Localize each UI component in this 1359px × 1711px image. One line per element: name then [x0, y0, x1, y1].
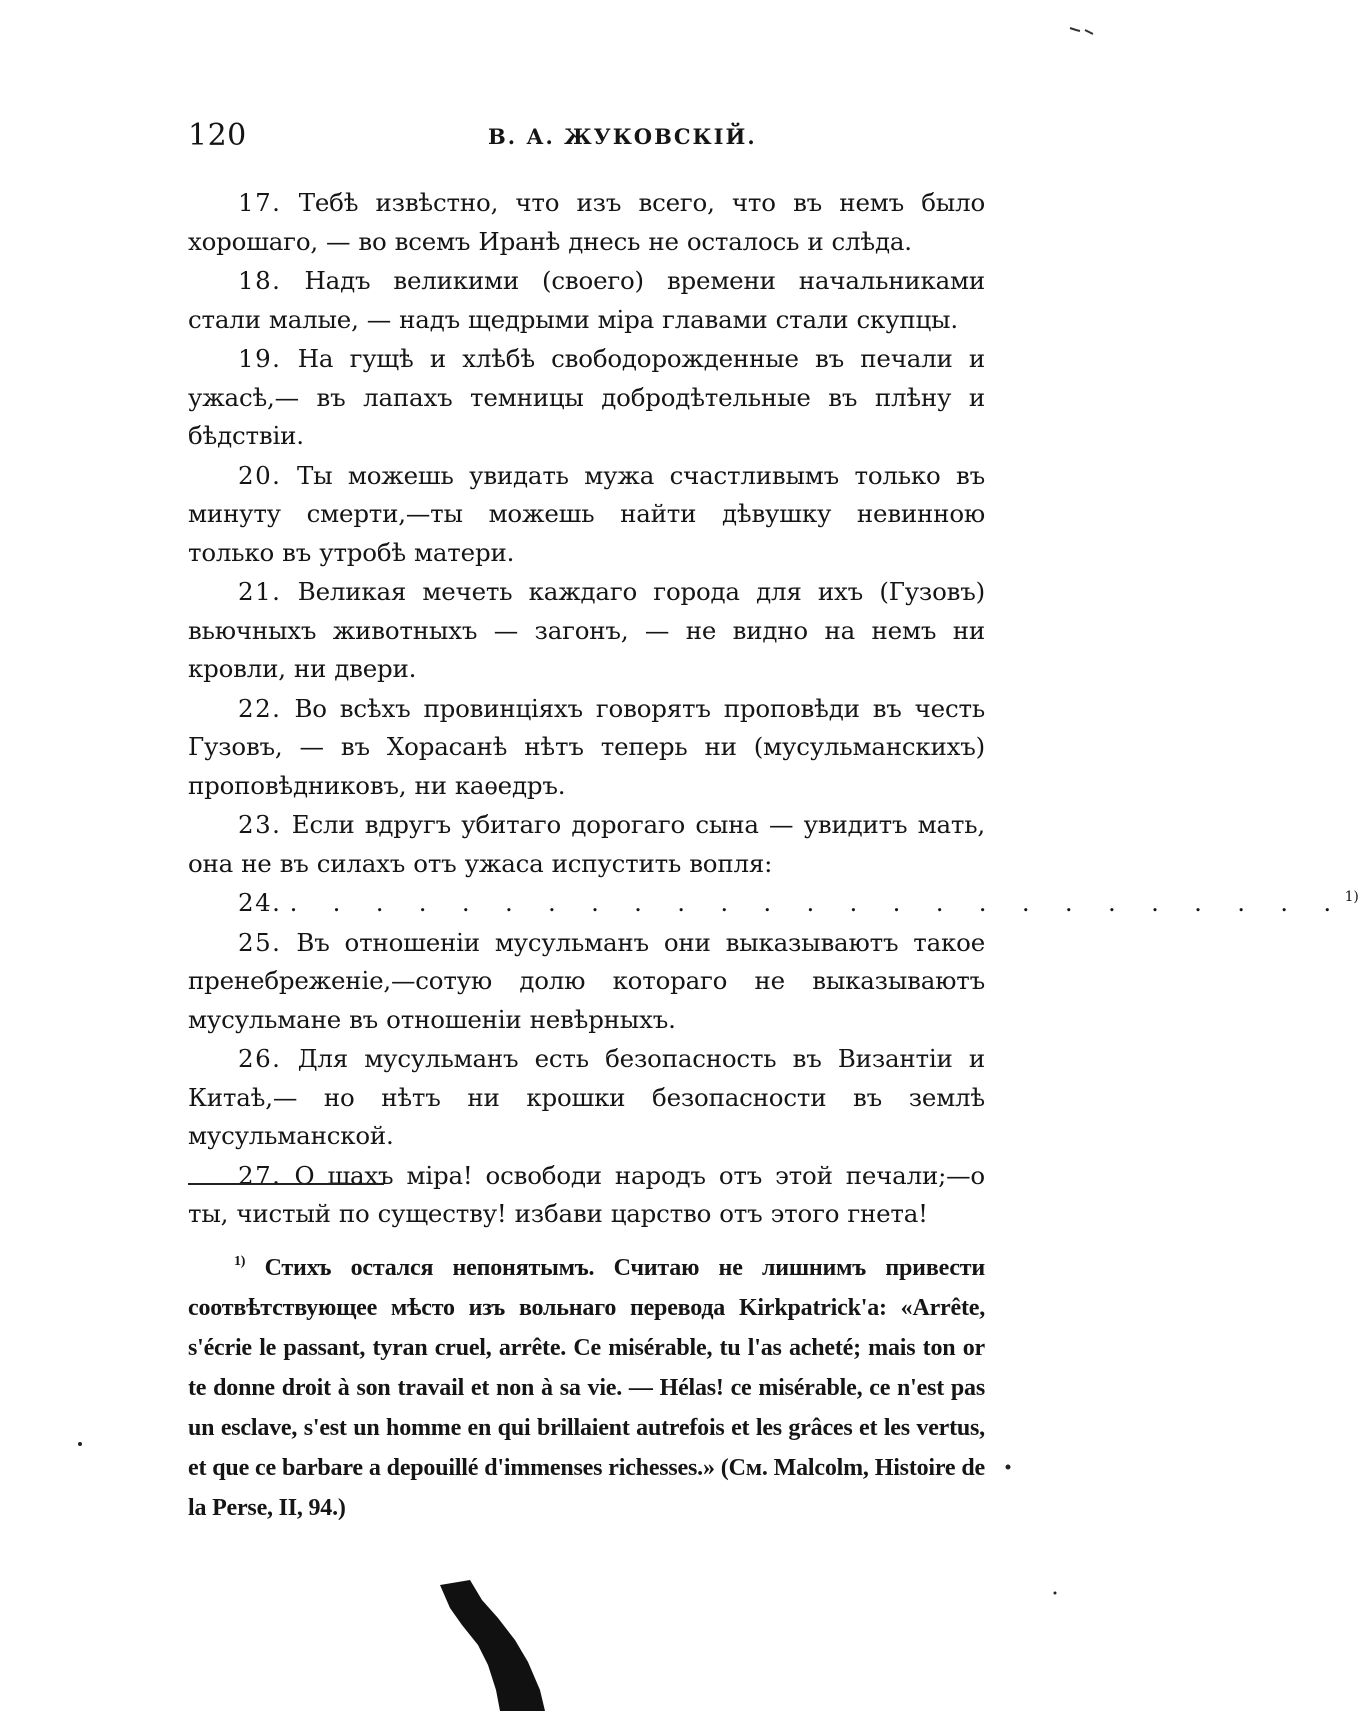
verse-text: О шахъ міра! освободи народъ отъ этой печали;—о ты, чистый по существу! избави царство отъ этого гнета! — [188, 1160, 985, 1228]
footnote-mark: 1) — [234, 1254, 246, 1269]
verse-number: 22. — [238, 693, 282, 723]
verse-text: Для мусульманъ есть безопасность въ Византіи и Китаѣ,— но нѣтъ ни крошки безопасности въ землѣ мусульманской. — [188, 1044, 985, 1150]
verse-21 — [188, 573, 985, 689]
verse-text: На гущѣ и хлѣбѣ свободорожденные въ печали и ужасѣ,— въ лапахъ темницы добродѣтельные въ плѣну и бѣдствіи. — [188, 344, 985, 450]
page-number: 120 — [188, 118, 247, 153]
scan-speck — [78, 1442, 82, 1446]
scan-speck — [1054, 1592, 1057, 1595]
verse-number: 20. — [238, 460, 282, 490]
dot-leader: . . . . . . . . . . . . . . . . . . . . . . . . . — [289, 888, 1345, 917]
footnote-text: Стихъ остался непонятымъ. Считаю не лишнимъ привести соотвѣтствующее мѣсто изъ вольнаго перевода Kirkpatrick'а: «Arrête, s'écrie le passant, tyran cruel, arrête. Ce misérable, tu l'as acheté; mais ton or te donne droit à son travail et non à sa vie. — Hélas! ce misérable, ce n'est pas un esclave, s'est un homme en qui brillaient autrefois et les grâces et les vertus, et que ce barbare a depouillé d'immenses richesses.» (См. Malcolm, Histoire de la Perse, II, 94.) — [188, 1255, 985, 1521]
verse-20 — [188, 457, 985, 573]
verse-text: Если вдругъ убитаго дорогаго сына — увидитъ мать, она не въ силахъ отъ ужаса испустить вопля: — [188, 810, 985, 878]
footnote — [188, 1248, 985, 1528]
verse-24 — [188, 884, 1359, 923]
verse-19 — [188, 340, 985, 456]
verse-number: 21. — [238, 577, 282, 606]
verse-number: 18. — [238, 266, 282, 295]
verse-22 — [188, 690, 985, 806]
running-head: В. А. ЖУКОВСКІЙ. — [488, 124, 757, 149]
verse-number: 23. — [238, 810, 282, 839]
verse-23 — [188, 806, 985, 883]
scan-speck — [1006, 1465, 1011, 1470]
scan-artifact-top-right — [1070, 28, 1093, 34]
verse-text: Тебѣ извѣстно, что изъ всего, что въ немъ было хорошаго, — во всемъ Иранѣ днесь не осталось и слѣда. — [188, 188, 985, 256]
footnote-reference: 1) — [1344, 889, 1359, 905]
verse-number: 27. — [238, 1160, 282, 1190]
scan-blot — [440, 1580, 545, 1711]
verse-number: 26. — [238, 1044, 282, 1073]
verse-number: 25. — [238, 927, 282, 957]
page-header — [188, 118, 988, 158]
verse-number: 19. — [238, 344, 282, 373]
footnote-divider — [188, 1183, 384, 1185]
verse-text: Надъ великими (своего) времени начальниками стали малые, — надъ щедрыми міра главами стали скупцы. — [188, 266, 985, 334]
verse-number: 17. — [238, 188, 282, 217]
verse-17 — [188, 184, 985, 261]
verse-18 — [188, 262, 985, 339]
verse-text: Въ отношеніи мусульманъ они выказываютъ такое пренебреженіе,—сотую долю котораго не выказываютъ мусульмане въ отношеніи невѣрныхъ. — [188, 927, 985, 1034]
verse-number: 24. — [238, 888, 282, 917]
verse-text: Во всѣхъ провинціяхъ говорятъ проповѣди въ честь Гузовъ, — въ Хорасанѣ нѣтъ теперь ни (мусульманскихъ) проповѣдниковъ, ни каѳедръ. — [188, 693, 985, 800]
verse-text: Ты можешь увидать мужа счастливымъ только въ минуту смерти,—ты можешь найти дѣвушку невинною только въ утробѣ матери. — [188, 460, 986, 567]
verse-text: Великая мечеть каждаго города для ихъ (Гузовъ) вьючныхъ животныхъ — загонъ, — не видно на немъ ни кровли, ни двери. — [188, 577, 985, 683]
verse-25 — [188, 924, 985, 1040]
verse-list — [188, 184, 1359, 1235]
verse-26 — [188, 1040, 985, 1156]
verse-27 — [188, 1157, 985, 1234]
